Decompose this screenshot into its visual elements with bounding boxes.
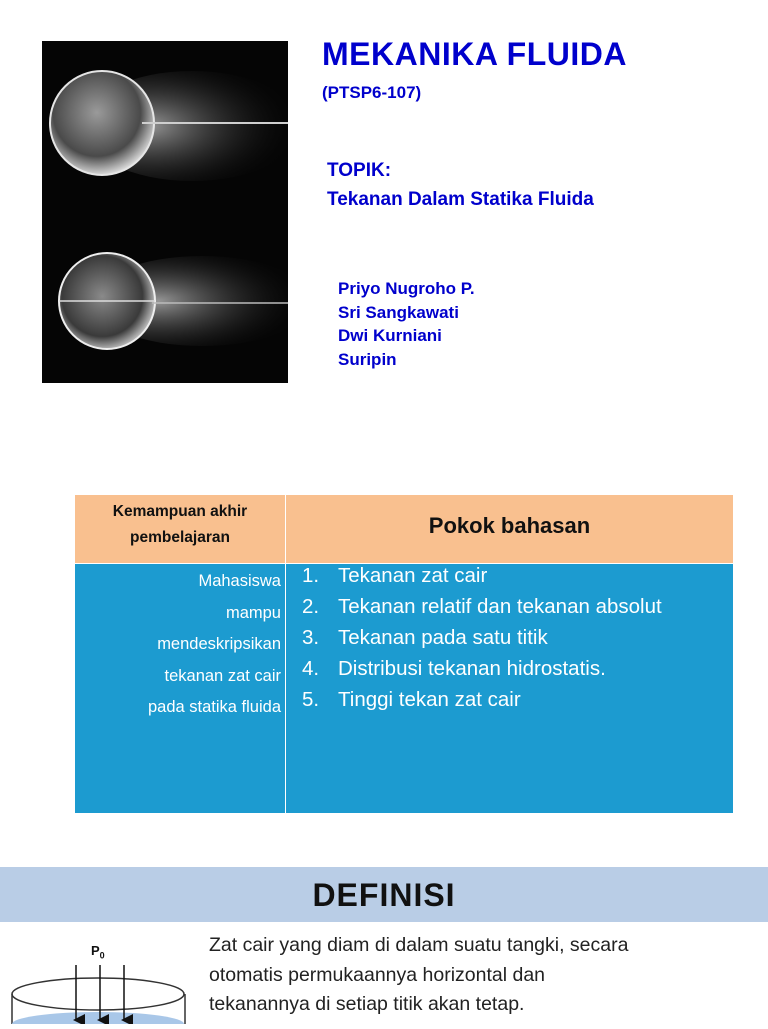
- tank-diagram: [0, 938, 200, 1024]
- author-list: [338, 277, 475, 371]
- header-outcome-line: Kemampuan akhir: [112, 503, 248, 520]
- topic-title: Tekanan Dalam Statika Fluida: [327, 189, 594, 210]
- author: Suripin: [338, 349, 397, 369]
- page-title: MEKANIKA FLUIDA: [322, 36, 627, 72]
- definition-line: Zat cair yang diam di dalam suatu tangki, secara: [209, 934, 629, 956]
- topic-list: [302, 560, 662, 715]
- list-item: [302, 560, 662, 591]
- outcome-line: pada statika fluida: [147, 698, 281, 716]
- list-item: [302, 591, 662, 622]
- item-text: Tinggi tekan zat cair: [338, 688, 521, 711]
- outcome-line: Mahasiswa: [198, 572, 281, 590]
- topic-label: TOPIK:: [327, 160, 392, 181]
- definition-line: tekanannya di setiap titik akan tetap.: [209, 993, 525, 1015]
- outcome-cell: [75, 564, 285, 813]
- topic-block: [327, 156, 594, 214]
- list-item: [302, 622, 662, 653]
- syllabus-table: [75, 495, 733, 813]
- list-item: [302, 684, 662, 715]
- fluid-flow-photo: [42, 41, 288, 383]
- item-number: 1.: [302, 564, 320, 587]
- item-number: 3.: [302, 626, 320, 649]
- definition-banner: [0, 867, 768, 922]
- definition-text: [209, 931, 729, 1020]
- item-number: 4.: [302, 657, 320, 680]
- item-text: Tekanan pada satu titik: [338, 626, 548, 649]
- item-text: Tekanan relatif dan tekanan absolut: [338, 595, 662, 618]
- pressure-label: $P_0$: [91, 943, 105, 961]
- header-outcome-line: pembelajaran: [130, 529, 230, 546]
- item-number: 5.: [302, 688, 320, 711]
- author: Dwi Kurniani: [338, 326, 442, 345]
- item-text: Distribusi tekanan hidrostatis.: [338, 657, 606, 680]
- header-cell-topics: [286, 495, 733, 563]
- course-code: (PTSP6-107): [322, 83, 422, 102]
- header-topics-label: Pokok bahasan: [428, 513, 591, 538]
- outcome-line: mendeskripsikan: [157, 635, 281, 653]
- list-item: [302, 653, 662, 684]
- item-number: 2.: [302, 595, 320, 618]
- header-cell-outcome: [75, 495, 285, 563]
- topics-cell: [286, 564, 733, 813]
- author: Sri Sangkawati: [338, 302, 459, 322]
- item-text: Tekanan zat cair: [338, 564, 488, 587]
- author: Priyo Nugroho P.: [338, 279, 475, 298]
- outcome-line: tekanan zat cair: [164, 666, 281, 685]
- outcome-line: mampu: [225, 603, 281, 622]
- definition-line: otomatis permukaannya horizontal dan: [209, 963, 546, 986]
- definition-title: DEFINISI: [312, 877, 456, 913]
